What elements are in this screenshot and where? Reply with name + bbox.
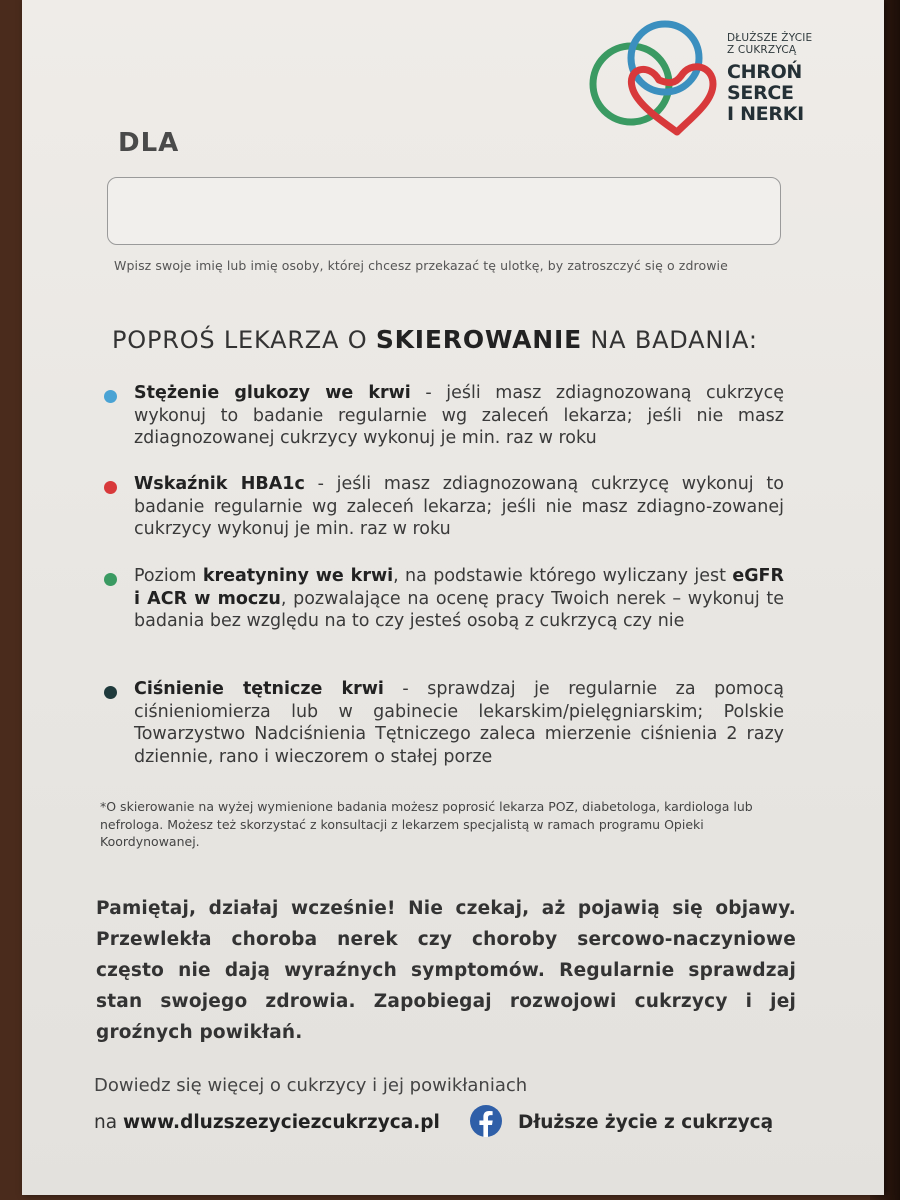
bullet-dot <box>104 390 117 403</box>
heading-prefix: POPROŚ LEKARZA O <box>112 326 376 354</box>
test-name: Stężenie glukozy we krwi <box>134 383 411 403</box>
test-item-blood-pressure <box>104 678 784 768</box>
name-hint: Wpisz swoje imię lub imię osoby, której chcesz przekazać tę ulotkę, by zatroszczyć się o zdrowie <box>114 258 728 273</box>
bullet-dot <box>104 573 117 586</box>
website-link[interactable]: www.dluzszezyciezcukrzyca.pl <box>122 1112 440 1133</box>
bullet-dot <box>104 481 117 494</box>
website-line <box>94 1112 440 1133</box>
call-to-action: Pamiętaj, działaj wcześnie! Nie czekaj, aż pojawią się objawy. Przewlekła choroba nerek czy choroby sercowo-naczyniowe często nie dają wyraźnych symptomów. Regularnie sprawdzaj stan swojego zdrowia. Zapobiegaj rozwojowi cukrzycy i jej groźnych powikłań. <box>96 898 796 1043</box>
test-item-creatinine <box>104 565 784 633</box>
footnote: *O skierowanie na wyżej wymienione badania możesz poprosić lekarza POZ, diabetologa, kardiologa lub nefrologa. Możesz też skorzystać z konsultacji z lekarzem specjalistą w ramach programu Opieki Koordynowanej. <box>100 799 753 849</box>
test-prefix: Poziom <box>134 566 203 586</box>
test-item-text <box>134 473 784 541</box>
test-description: - sprawdzaj je regularnie za pomocą ciśnieniomierza lub w gabinecie lekarskim/pielęgniarskim; Polskie Towarzystwo Nadciśnienia Tętniczego zaleca mierzenie ciśnienia 2 razy dziennie, rano i wieczorem o stałej porze <box>134 679 785 767</box>
more-info-text: Dowiedz się więcej o cukrzycy i jej powikłaniach <box>94 1075 528 1096</box>
test-item-text <box>134 382 784 450</box>
test-item-text <box>134 565 784 633</box>
test-description: - jeśli masz zdiagnozowaną cukrzycę wykonuj to badanie regularnie wg zaleceń lekarza; jeśli nie masz zdiagno-zowanej cukrzycy wykonuj je min. raz w roku <box>134 474 784 539</box>
campaign-logo <box>587 18 827 138</box>
test-description: , na podstawie którego wyliczany jest <box>393 566 733 586</box>
test-item-text <box>134 678 784 768</box>
heading-emphasis: SKIEROWANIE <box>375 325 582 354</box>
facebook-page-name[interactable]: Dłuższe życie z cukrzycą <box>518 1112 774 1133</box>
test-description: - jeśli masz zdiagnozowaną cukrzycę wykonuj to badanie regularnie wg zaleceń lekarza; jeśli nie masz zdiagnozowanej cukrzycy wykonuj je min. raz w roku <box>134 383 784 448</box>
test-description: , pozwalające na ocenę pracy Twoich nerek – wykonuj te badania bez względu na to czy jesteś osobą z cukrzycą czy nie <box>134 588 784 631</box>
rings-heart-icon <box>587 18 717 138</box>
test-item-glucose <box>104 382 784 450</box>
for-label: DLA <box>118 128 180 158</box>
leaflet <box>22 0 884 1195</box>
section-heading <box>112 325 758 354</box>
test-name: kreatyniny we krwi <box>202 566 394 586</box>
test-name: Ciśnienie tętnicze krwi <box>134 679 384 699</box>
facebook-icon[interactable] <box>469 1104 503 1138</box>
heading-suffix: NA BADANIA: <box>582 326 758 354</box>
test-name-secondary: eGFR i ACR w moczu <box>134 566 784 609</box>
name-input[interactable] <box>107 177 781 245</box>
logo-tagline: DŁUŻSZE ŻYCIE Z CUKRZYCĄ <box>727 32 813 56</box>
test-item-hba1c <box>104 473 784 541</box>
logo-title: CHROŃ SERCE I NERKI <box>727 61 804 125</box>
test-name: Wskaźnik HBA1c <box>134 474 305 494</box>
bullet-dot <box>104 686 117 699</box>
website-prefix: na <box>94 1112 123 1133</box>
